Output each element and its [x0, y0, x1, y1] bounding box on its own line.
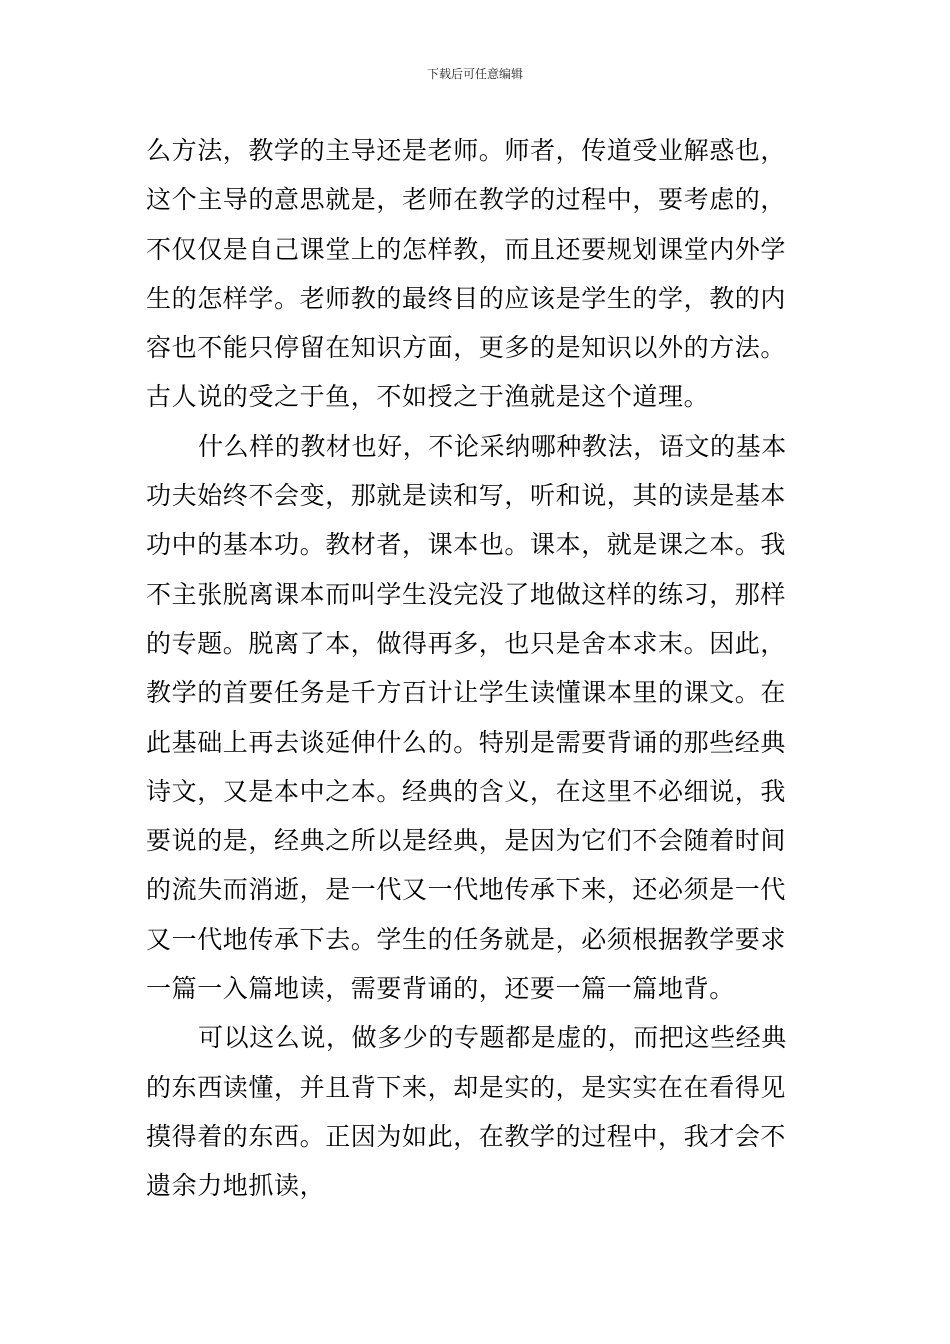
text-line: 教学的首要任务是千方百计让学生读懂课本里的课文。在 [146, 678, 787, 708]
paragraph-3 [146, 1013, 808, 1210]
text-line: 古人说的受之于鱼，不如授之于渔就是这个道理。 [146, 382, 710, 412]
text-line: 诗文，又是本中之本。经典的含义，在这里不必细说，我 [146, 776, 787, 806]
text-line: 又一代地传承下去。学生的任务就是，必须根据教学要求 [146, 924, 787, 954]
text-line: 不仅仅是自己课堂上的怎样教，而且还要规划课堂内外学 [146, 234, 787, 264]
text-line: 此基础上再去谈延伸什么的。特别是需要背诵的那些经典 [146, 727, 787, 757]
paragraph-2 [146, 422, 808, 1014]
text-line: 什么样的教材也好，不论采纳哪种教法，语文的基本 [198, 431, 787, 461]
text-line: 要说的是，经典之所以是经典，是因为它们不会随着时间 [146, 826, 787, 856]
text-line: 不主张脱离课本而叫学生没完没了地做这样的练习，那样 [146, 579, 787, 609]
text-line: 可以这么说，做多少的专题都是虚的，而把这些经典 [198, 1023, 787, 1053]
page-header: 下载后可任意编辑 [426, 67, 523, 81]
text-line: 遗余力地抓读， [146, 1171, 326, 1201]
body-text [146, 126, 808, 1211]
text-line: 的东西读懂，并且背下来，却是实的，是实实在在看得见 [146, 1072, 787, 1102]
text-line: 这个主导的意思就是，老师在教学的过程中，要考虑的， [146, 185, 787, 215]
text-line: 的专题。脱离了本，做得再多，也只是舍本求末。因此， [146, 628, 787, 658]
text-line: 功中的基本功。教材者，课本也。课本，就是课之本。我 [146, 530, 787, 560]
text-line: 的流失而消逝，是一代又一代地传承下来，还必须是一代 [146, 875, 787, 905]
paragraph-1 [146, 126, 808, 422]
text-line: 容也不能只停留在知识方面，更多的是知识以外的方法。 [146, 333, 787, 363]
text-line: 生的怎样学。老师教的最终目的应该是学生的学，教的内 [146, 283, 787, 313]
text-line: 么方法，教学的主导还是老师。师者，传道受业解惑也， [146, 136, 787, 165]
text-line: 功夫始终不会变，那就是读和写，听和说，其的读是基本 [146, 481, 787, 511]
text-line: 摸得着的东西。正因为如此，在教学的过程中，我才会不 [146, 1121, 787, 1151]
text-line: 一篇一入篇地读，需要背诵的，还要一篇一篇地背。 [146, 974, 735, 1004]
